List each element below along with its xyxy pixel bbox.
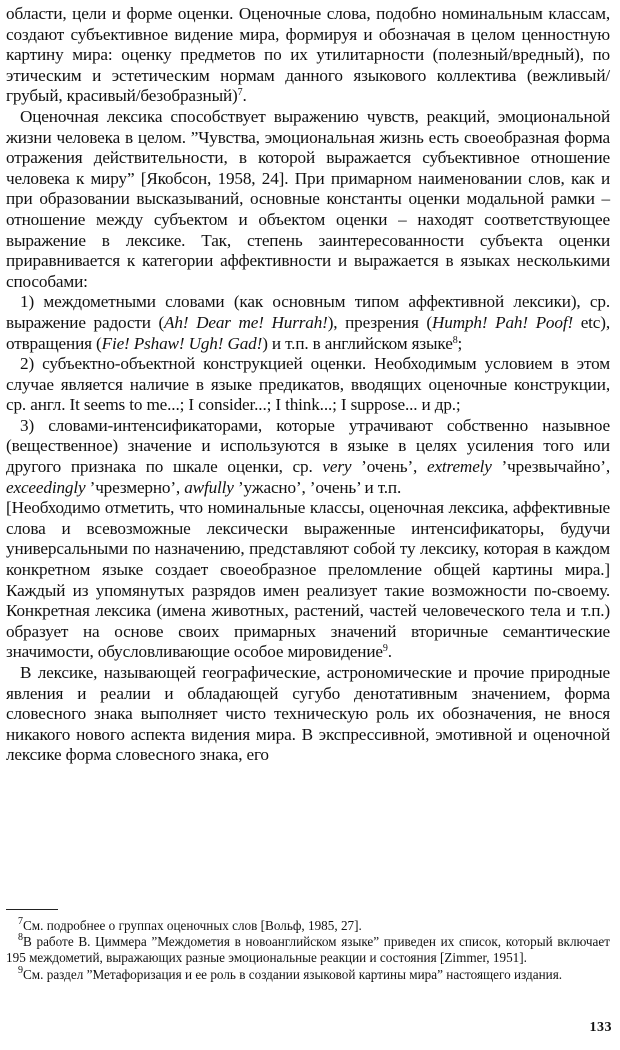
paragraph: 2) субъектно-объектной конструкцией оценки. Необходимым условием в этом случае является наличие в языке предикатов, вводящих оценочные конструкции, ср. англ. It seems to me...; I consider...; I think...; I suppose... и др.; — [6, 354, 610, 415]
paragraph: Оценочная лексика способствует выражению чувств, реакций, эмоциональной жизни человека в целом. ”Чувства, эмоциональная жизнь есть своеобразная форма отражения действительности, в которой выражается субъективное отношение человека к миру” [Якобсон, 1958, 24]. При примарном наименовании слов, как и при образовании высказываний, основные константы оценки модальной рамки – отношение между субъектом и объектом оценки – находят соответствующее выражение в лексике. Так, степень заинтересованности субъекта оценки приравнивается к категории аффективности и выражается в языках несколькими способами: — [6, 106, 610, 291]
page-number: 133 — [589, 1020, 612, 1035]
paragraph: области, цели и форме оценки. Оценочные слова, подобно номинальным классам, создают субъективное видение мира, формируя и обозначая в целом ценностную картину мира: оценку предметов по их утилитарности (полезный/вредный), по этическим и эстетическим нормам данного языкового коллектива (вежливый/грубый, красивый/безобразный)$^7$. — [6, 4, 610, 106]
paragraph: В лексике, называющей географические, астрономические и прочие природные явления и реалии и обладающей сугубо денотативным значением, форма словесного знака выполняет чисто техническую роль их обозначения, не внося никакого нового аспекта видения мира. В экспрессивной, эмотивной и оценочной лексике форма словесного знака, его — [6, 663, 610, 765]
footnote-divider — [6, 909, 58, 910]
main-text — [6, 4, 610, 766]
paragraph: [Необходимо отметить, что номинальные классы, оценочная лексика, аффективные слова и всевозможные лексически выраженные интенсификаторы, будучи универсальными по назначению, представляют собой ту лексику, которая в каждом конкретном языке создает своеобразное преломление общей картины мира.] Каждый из упомянутых разрядов имен реализует такие возможности по-своему. Конкретная лексика (имена животных, растений, частей человеческого тела и т.п.) образует на основе своих примарных значений вторичные семантические значимости, обусловливающие особое мировидение$^9$. — [6, 498, 610, 662]
footnote: $^9$См. раздел ”Метафоризация и ее роль в создании языковой картины мира” настоящего издания. — [18, 964, 563, 982]
footnotes — [6, 918, 610, 983]
footnote: $^8$В работе В. Циммера ”Междометия в новоанглийском языке” приведен их список, который включает 195 междометий, выражающих разные эмоциональные реакции и состояния [Zimmer, 1951]. — [6, 932, 610, 966]
footnote: $^7$См. подробнее о группах оценочных слов [Вольф, 1985, 27]. — [18, 916, 362, 933]
paragraph: 3) словами-интенсификаторами, которые утрачивают собственно назывное (вещественное) значение и используются в языке в целях усиления того или другого признака по шкале оценки, ср. very ’очень’, extremely ’чрезвычайно’, exceedingly ’чрезмерно’, awfully ’ужасно’, ’очень’ и т.п. — [6, 415, 610, 497]
paragraph: 1) междометными словами (как основным типом аффективной лексики), ср. выражение радости (Ah! Dear me! Hurrah!), презрения (Humph! Pah! Poof! etc), отвращения (Fie! Pshaw! Ugh! Gad!) и т.п. в английском языке$^8$; — [6, 292, 610, 353]
